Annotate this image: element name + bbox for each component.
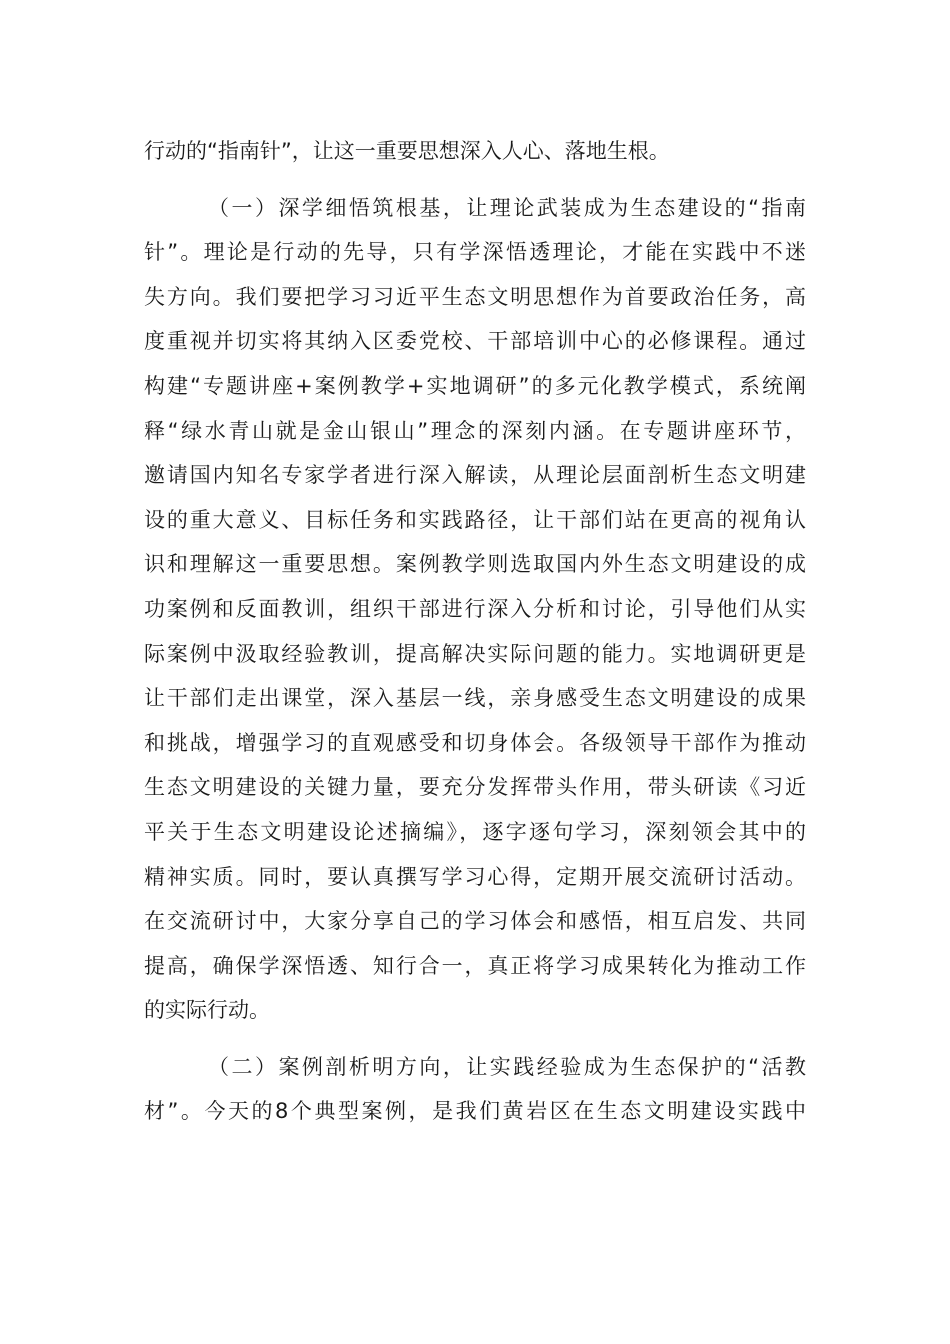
- paragraph-line: 设的重大意义、目标任务和实践路径，让干部们站在更高的视角认: [144, 507, 806, 532]
- paragraph-gap: [144, 1033, 806, 1045]
- fragment-line: 行动的“指南针”，让这一重要思想深入人心、落地生根。: [144, 139, 670, 163]
- paragraph-line: 识和理解这一重要思想。案例教学则选取国内外生态文明建设的成: [144, 552, 806, 577]
- paragraph-line: 平关于生态文明建设论述摘编》，逐字逐句学习，深刻领会其中的: [144, 819, 806, 844]
- paragraph-line: 让干部们走出课堂，深入基层一线，亲身感受生态文明建设的成果: [144, 686, 806, 711]
- document-body: [144, 129, 806, 1134]
- section-one-paragraph: [144, 186, 806, 1033]
- paragraph-line: 针”。理论是行动的先导，只有学深悟透理论，才能在实践中不迷: [144, 240, 806, 265]
- paragraph-line: 生态文明建设的关键力量，要充分发挥带头作用，带头研读《习近: [144, 775, 806, 800]
- paragraph-line: 和挑战，增强学习的直观感受和切身体会。各级领导干部作为推动: [144, 730, 806, 755]
- section-one-heading-line: （一）深学细悟筑根基，让理论武装成为生态建设的“指南: [208, 195, 806, 220]
- paragraph-line: 释“绿水青山就是金山银山”理念的深刻内涵。在专题讲座环节，: [144, 418, 806, 443]
- section-two-paragraph: [144, 1045, 806, 1134]
- paragraph-line: 材”。今天的8个典型案例，是我们黄岩区在生态文明建设实践中: [144, 1099, 806, 1124]
- paragraph-line: 邀请国内知名专家学者进行深入解读，从理论层面剖析生态文明建: [144, 463, 806, 488]
- paragraph-line: 构建“专题讲座+案例教学+实地调研”的多元化教学模式，系统阐: [144, 373, 806, 398]
- section-two-heading-line: （二）案例剖析明方向，让实践经验成为生态保护的“活教: [208, 1054, 806, 1079]
- paragraph-line: 提高，确保学深悟透、知行合一，真正将学习成果转化为推动工作: [144, 953, 806, 978]
- paragraph-line: 在交流研讨中，大家分享自己的学习体会和感悟，相互启发、共同: [144, 909, 806, 934]
- paragraph-gap: [144, 174, 806, 186]
- paragraph-line: 失方向。我们要把学习习近平生态文明思想作为首要政治任务，高: [144, 284, 806, 309]
- paragraph-line: 功案例和反面教训，组织干部进行深入分析和讨论，引导他们从实: [144, 596, 806, 621]
- paragraph-last-line: 的实际行动。: [144, 998, 270, 1023]
- paragraph-line: 际案例中汲取经验教训，提高解决实际问题的能力。实地调研更是: [144, 641, 806, 666]
- paragraph-line: 精神实质。同时，要认真撰写学习心得，定期开展交流研讨活动。: [144, 864, 806, 889]
- paragraph-line: 度重视并切实将其纳入区委党校、干部培训中心的必修课程。通过: [144, 329, 806, 354]
